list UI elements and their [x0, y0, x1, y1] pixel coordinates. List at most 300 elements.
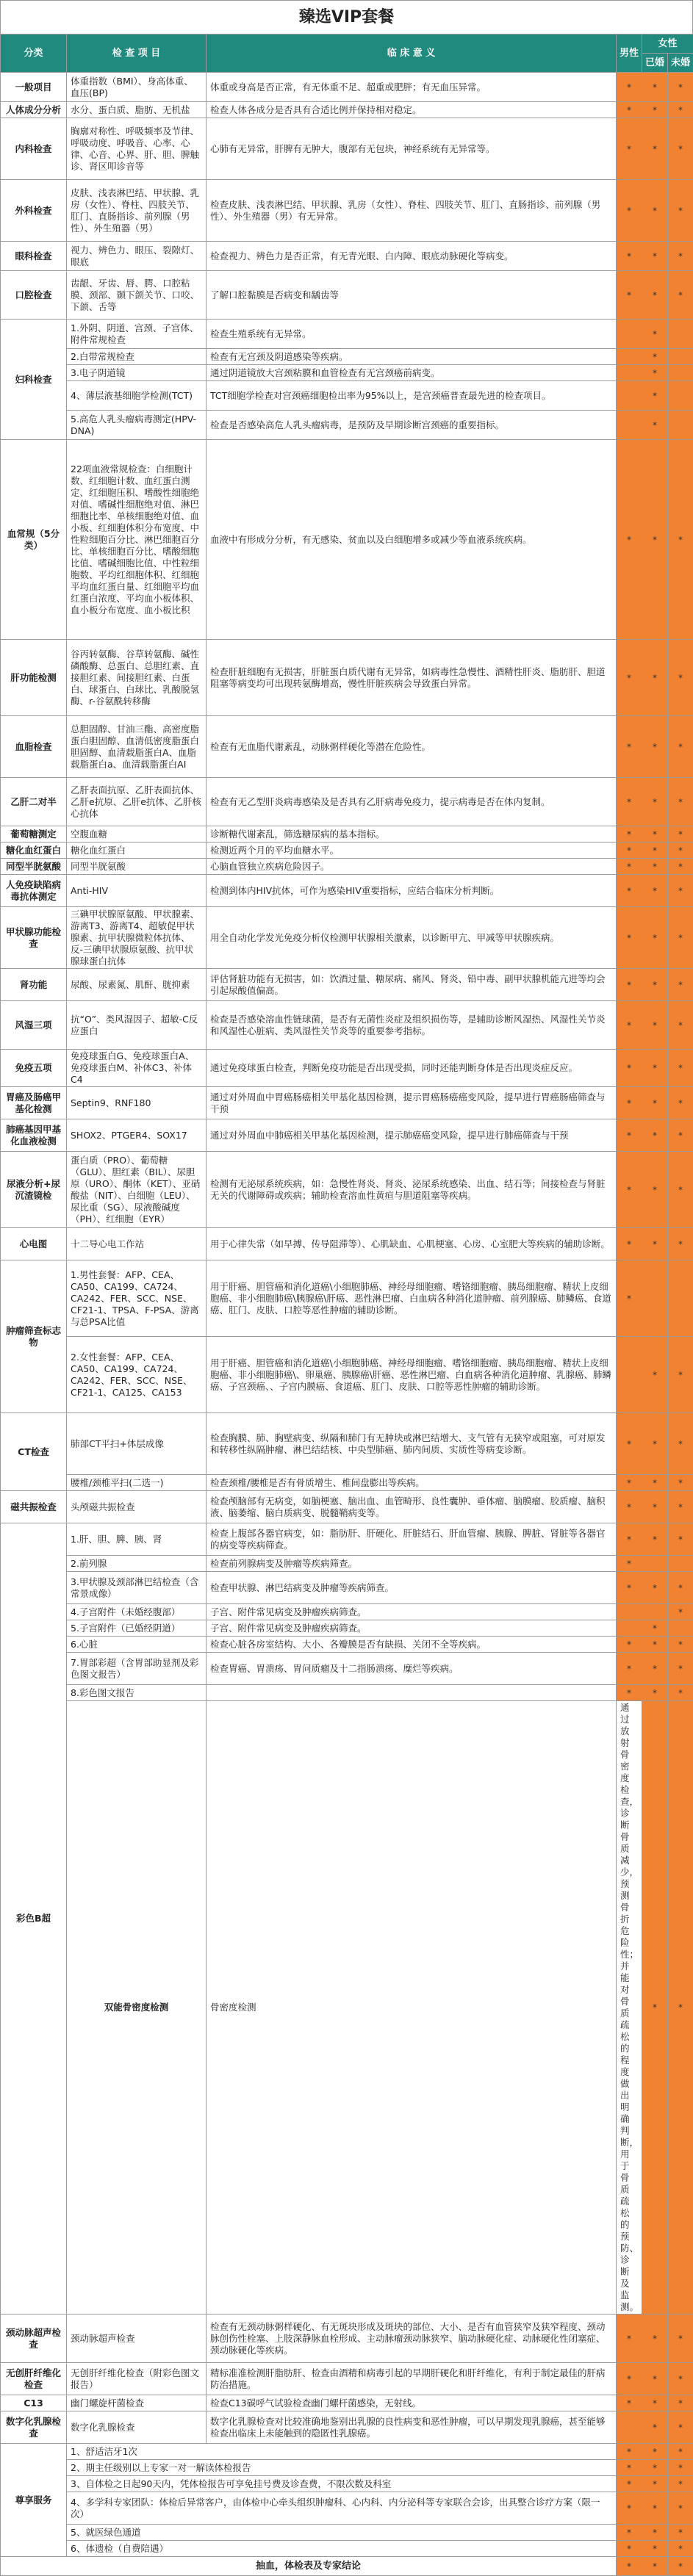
mark-unmarried: * — [668, 2363, 693, 2395]
meaning-cell: 检查有无颈动脉粥样硬化、有无斑块形成及斑块的部位、大小、是否有血管狭窄及狭窄程度、颈动脉创伤性栓塞、上肢深静脉血栓形成、主动脉瘤颈动脉狭窄、脑动脉硬化症、动脉硬化性闭塞症、颈动脉硬化等疾病。 — [207, 2315, 617, 2363]
table-row — [1, 1228, 693, 1260]
category-cell: 双能骨密度检测 — [67, 1701, 207, 2315]
mark-married: * — [642, 1491, 668, 1523]
mark-male: * — [617, 875, 642, 907]
mark-male — [617, 1337, 642, 1413]
table-row — [1, 1637, 693, 1653]
mark-married: * — [642, 1653, 668, 1685]
item-cell: 十二导心电工作站 — [67, 1228, 207, 1260]
service-item: 6、体遗检（自费陪遇） — [67, 2541, 617, 2557]
mark-married: * — [642, 907, 668, 969]
mark-male: * — [617, 2557, 642, 2576]
table-row — [1, 826, 693, 843]
category-cell: 肿瘤筛查标志物 — [1, 1260, 67, 1413]
mark-male: * — [617, 102, 642, 118]
mark-male: * — [617, 640, 642, 716]
meaning-cell: 通过阴道镜放大宫颈粘膜和血管检查有无宫颈癌前病变。 — [207, 365, 617, 381]
meaning-cell: 检查人体各成分是否具有合适比例并保持相对稳定。 — [207, 102, 617, 118]
item-cell: 2.白带常规检查 — [67, 349, 207, 365]
table-row — [1, 349, 693, 365]
mark-unmarried: * — [668, 2411, 693, 2444]
mark-married: * — [642, 2541, 668, 2557]
mark-male: * — [617, 1475, 642, 1491]
table-row — [1, 907, 693, 969]
table-row — [1, 1523, 693, 1556]
mark-married: * — [642, 2476, 668, 2492]
meaning-cell: 用于心律失常（如早搏、传导阻滞等）、心肌缺血、心肌梗塞、心房、心室肥大等疾病的辅助诊断。 — [207, 1228, 617, 1260]
category-cell: 眼科检查 — [1, 242, 67, 271]
mark-unmarried: * — [668, 1523, 693, 1556]
mark-male — [617, 381, 642, 411]
item-cell: 幽门螺旋杆菌检查 — [67, 2395, 207, 2411]
table-row — [1, 320, 693, 349]
mark-male: * — [617, 1637, 642, 1653]
mark-married: * — [642, 320, 668, 349]
mark-male: * — [617, 1413, 642, 1475]
item-cell: 4.子宫附件（未婚经腹部） — [67, 1604, 207, 1620]
category-cell: 彩色B超 — [1, 1523, 67, 2315]
meaning-cell: 检查颅脑部有无病变，如脑梗塞、脑出血、血管畸形、良性囊肿、垂体瘤、脑膜瘤、胶质瘤、脑积液、脑萎缩、脑白质病变、脱髓鞘病变等。 — [207, 1491, 617, 1523]
table-row — [1, 1119, 693, 1152]
category-cell: 肾功能 — [1, 969, 67, 1001]
mark-unmarried: * — [668, 118, 693, 180]
category-cell: 磁共振检查 — [1, 1491, 67, 1523]
mark-male: * — [617, 2476, 642, 2492]
mark-unmarried: * — [668, 716, 693, 778]
mark-unmarried: * — [668, 640, 693, 716]
table-row — [1, 859, 693, 875]
mark-unmarried: * — [668, 271, 693, 320]
meaning-cell: 检查甲状腺、淋巴结病变及肿瘤等疾病筛查。 — [207, 1572, 617, 1604]
footer-note: 抽血，体检表及专家结论 — [1, 2557, 617, 2576]
mark-unmarried: * — [668, 1087, 693, 1119]
mark-male: * — [617, 1572, 642, 1604]
table-row — [1, 242, 693, 271]
mark-male: * — [617, 1228, 642, 1260]
mark-unmarried: * — [668, 242, 693, 271]
table-row — [1, 440, 693, 640]
item-cell: 颈动脉超声检查 — [67, 2315, 207, 2363]
mark-married: * — [642, 2525, 668, 2541]
mark-married: * — [642, 640, 668, 716]
mark-unmarried: * — [668, 2492, 693, 2525]
mark-male: * — [617, 843, 642, 859]
meaning-cell: 检查视力、辨色力是否正常，有无青光眼、白内障、眼底动脉硬化等病变。 — [207, 242, 617, 271]
mark-unmarried: * — [668, 440, 693, 640]
category-cell: 外科检查 — [1, 180, 67, 242]
table-row — [1, 969, 693, 1001]
item-cell: 2.前列腺 — [67, 1556, 207, 1572]
mark-male — [617, 349, 642, 365]
category-cell: 一般项目 — [1, 73, 67, 102]
table-row — [1, 1152, 693, 1228]
meaning-cell: 血液中有形成分分析，有无感染、贫血以及白细胞增多或减少等血液系统疾病。 — [207, 440, 617, 640]
mark-unmarried: * — [668, 2444, 693, 2460]
meaning-cell: 检查是否感染溶血性链球菌，是否有无菌性炎症及组织损伤等，是辅助诊断风湿热、风湿性关节炎和风湿性心脏病、类风湿性关节炎等的重要参考指标。 — [207, 1001, 617, 1050]
mark-unmarried: * — [668, 1637, 693, 1653]
mark-married: * — [642, 242, 668, 271]
mark-married: * — [642, 1228, 668, 1260]
mark-male — [617, 1604, 642, 1620]
table-row — [1, 271, 693, 320]
mark-male: * — [617, 778, 642, 826]
service-row — [1, 2492, 693, 2525]
category-cell: C13 — [1, 2395, 67, 2411]
mark-unmarried: * — [668, 73, 693, 102]
item-cell: 免疫球蛋白G、免疫球蛋白A、免疫球蛋白M、补体C3、补体C4 — [67, 1050, 207, 1087]
meaning-cell: TCT细胞学检查对宫颈癌细胞检出率为95%以上，是宫颈癌普查最先进的检查项目。 — [207, 381, 617, 411]
category-cell: 人免疫缺陷病毒抗体测定 — [1, 875, 67, 907]
mark-male: * — [617, 1260, 642, 1337]
mark-male: * — [617, 716, 642, 778]
meaning-cell: 检查C13碳呼气试验检查幽门螺杆菌感染，无射线。 — [207, 2395, 617, 2411]
meaning-cell: 检查有无血脂代谢紊乱，动脉粥样硬化等潜在危险性。 — [207, 716, 617, 778]
mark-married: * — [642, 2411, 668, 2444]
table-row — [1, 1572, 693, 1604]
table-row — [1, 73, 693, 102]
item-cell: 体重指数（BMI）、身高体重、血压(BP) — [67, 73, 207, 102]
category-cell: 内科检查 — [1, 118, 67, 180]
category-cell: 肺癌基因甲基化血液检测 — [1, 1119, 67, 1152]
mark-married: * — [642, 1413, 668, 1475]
table-row — [1, 1604, 693, 1620]
mark-married: * — [642, 2315, 668, 2363]
table-row — [1, 381, 693, 411]
mark-married: * — [642, 2363, 668, 2395]
item-cell: 齿龈、牙齿、唇、腭、口腔粘膜、颈部、颞下颌关节、口咬、下颌、舌等 — [67, 271, 207, 320]
category-cell: 胃癌及肠癌甲基化检测 — [1, 1087, 67, 1119]
mark-unmarried: * — [668, 1119, 693, 1152]
mark-unmarried: * — [668, 2525, 693, 2541]
mark-unmarried: * — [668, 826, 693, 843]
meaning-cell: 子宫、附件常见病变及肿瘤疾病筛查。 — [207, 1620, 617, 1637]
item-cell: 三碘甲状腺原氨酸、甲状腺素、游离T3、游离T4、超敏促甲状腺素、抗甲状腺微粒体抗体、反-三碘甲状腺原氨酸、抗甲状腺球蛋白抗体 — [67, 907, 207, 969]
mark-male: * — [617, 1685, 642, 1701]
mark-unmarried — [668, 320, 693, 349]
table-row — [1, 640, 693, 716]
meaning-cell: 用于肝癌、胆管癌和消化道癌\小细胞肺癌、神经母细胞瘤、嗜铬细胞瘤、胰岛细胞瘤、精状上皮细胞癌、非小细胞肺癌\、卵巢癌、胰腺癌\肝癌、恶性淋巴瘤、白血病各种消化道肿瘤、乳腺癌、肺鳞癌、子宫颈癌、、子宫内膜癌、食道癌、肛门、皮肤、口腔等恶性肿瘤的辅助诊断。 — [207, 1337, 617, 1413]
mark-unmarried — [668, 365, 693, 381]
mark-male: * — [617, 1050, 642, 1087]
category-cell: 糖化血红蛋白 — [1, 843, 67, 859]
mark-married: * — [642, 716, 668, 778]
mark-male: * — [617, 1087, 642, 1119]
table-row — [1, 1087, 693, 1119]
header-meaning: 临 床 意 义 — [207, 35, 617, 73]
mark-married: * — [642, 2557, 668, 2576]
item-cell: 无创肝纤维化检查（附彩色图文报告） — [67, 2363, 207, 2395]
table-row — [1, 1001, 693, 1050]
meaning-cell: 通过免疫球蛋白检查，判断免疫功能是否出现受损，同时还能判断身体是否出现炎症反应。 — [207, 1050, 617, 1087]
mark-unmarried — [668, 1260, 693, 1337]
mark-male: * — [617, 1152, 642, 1228]
item-cell: 3.甲状腺及颈部淋巴结检查（含常景成像） — [67, 1572, 207, 1604]
mark-male: * — [617, 271, 642, 320]
category-cell: 数字化乳腺检查 — [1, 2411, 67, 2444]
mark-unmarried: * — [668, 1337, 693, 1413]
mark-unmarried: * — [668, 2476, 693, 2492]
table-row — [1, 102, 693, 118]
category-cell: 肝功能检测 — [1, 640, 67, 716]
item-cell: 3.电子阴道镜 — [67, 365, 207, 381]
category-cell: 人体成分分析 — [1, 102, 67, 118]
table-row — [1, 1050, 693, 1087]
mark-unmarried: * — [668, 2557, 693, 2576]
meaning-cell: 检查胃癌、胃溃疡、胃问质瘤及十二指肠溃疡、糜烂等疾病。 — [207, 1653, 617, 1685]
table-row — [1, 778, 693, 826]
item-cell: 尿酸、尿素氮、肌酐、胱抑素 — [67, 969, 207, 1001]
item-cell: 1.外阴、阴道、宫颈、子宫体、附件常规检查 — [67, 320, 207, 349]
header-married: 已婚 — [642, 54, 668, 73]
mark-male: * — [617, 440, 642, 640]
table-row — [1, 1701, 693, 2315]
mark-married: * — [642, 102, 668, 118]
item-cell: 5.子宫附件（已婚经阴道） — [67, 1620, 207, 1637]
item-cell: 水分、蛋白质、脂肪、无机盐 — [67, 102, 207, 118]
mark-male: * — [617, 1491, 642, 1523]
item-cell: 2.女性套餐：AFP、CEA、CA50、CA199、CA724、CA242、FER、SCC、NSE、CF21-1、CA125、CA153 — [67, 1337, 207, 1413]
mark-unmarried: * — [668, 1491, 693, 1523]
item-cell: SHOX2、PTGER4、SOX17 — [67, 1119, 207, 1152]
item-cell: 1.男性套餐：AFP、CEA、CA50、CA199、CA724、CA242、FER、SCC、NSE、CF21-1、TPSA、F-PSA、游离与总PSA比值 — [67, 1260, 207, 1337]
mark-unmarried: * — [668, 1685, 693, 1701]
mark-unmarried: * — [668, 1413, 693, 1475]
mark-married: * — [642, 1523, 668, 1556]
item-cell: 数字化乳腺检查 — [67, 2411, 207, 2444]
meaning-cell: 体重或身高是否正常，有无体重不足、超重或肥胖；有无血压异常。 — [207, 73, 617, 102]
meaning-cell: 用全自动化学发光免疫分析仪检测甲状腺相关激素，以诊断甲亢、甲减等甲状腺疾病。 — [207, 907, 617, 969]
mark-married: * — [642, 1152, 668, 1228]
service-item: 4、多学科专家团队：体检后异常客户，由体检中心牵头组织肿瘤科、心内科、内分泌科等专家联合会诊，出具整合诊疗方案（限一次） — [67, 2492, 617, 2525]
meaning-cell: 诊断糖代谢紊乱，筛选糖尿病的基本指标。 — [207, 826, 617, 843]
item-cell: 6.心脏 — [67, 1637, 207, 1653]
item-cell: 胸廓对称性、呼吸频率及节律、呼吸动度、呼吸音、心率、心律、心音、心界、肝、胆、脾触诊、肾区叩诊音等 — [67, 118, 207, 180]
meaning-cell: 检查有无宫颈及阴道感染等疾病。 — [207, 349, 617, 365]
mark-male: * — [617, 2525, 642, 2541]
mark-unmarried: * — [668, 875, 693, 907]
mark-unmarried: * — [668, 180, 693, 242]
header-male: 男性 — [617, 35, 642, 73]
mark-male: * — [617, 1119, 642, 1152]
mark-married: * — [642, 271, 668, 320]
category-cell: 颈动脉超声检查 — [1, 2315, 67, 2363]
meaning-cell — [207, 1685, 617, 1701]
meaning-cell: 了解口腔黏膜是否病变和龋齿等 — [207, 271, 617, 320]
meaning-cell: 检查前列腺病变及肿瘤等疾病筛查。 — [207, 1556, 617, 1572]
mark-married: * — [642, 1685, 668, 1701]
table-row — [1, 1556, 693, 1572]
meaning-cell: 检查有无乙型肝炎病毒感染及是否具有乙肝病毒免疫力，提示病毒是否在体内复制。 — [207, 778, 617, 826]
mark-unmarried: * — [668, 102, 693, 118]
category-cell: 免疫五项 — [1, 1050, 67, 1087]
table-row — [1, 1685, 693, 1701]
service-row — [1, 2541, 693, 2557]
header-female: 女性 — [642, 35, 693, 54]
category-cell: 风湿三项 — [1, 1001, 67, 1050]
mark-married: * — [642, 969, 668, 1001]
mark-married: * — [642, 411, 668, 440]
mark-married: * — [642, 1572, 668, 1604]
mark-married: * — [642, 843, 668, 859]
category-cell: 血常规（5分类） — [1, 440, 67, 640]
mark-married: * — [642, 875, 668, 907]
mark-married: * — [642, 73, 668, 102]
item-cell: 同型半胱氨酸 — [67, 859, 207, 875]
category-cell: CT检查 — [1, 1413, 67, 1491]
table-row — [1, 1413, 693, 1475]
mark-married: * — [642, 440, 668, 640]
table-row — [1, 2363, 693, 2395]
item-cell: 乙肝表面抗原、乙肝表面抗体、乙肝e抗原、乙肝e抗体、乙肝核心抗体 — [67, 778, 207, 826]
item-cell: 糖化血红蛋白 — [67, 843, 207, 859]
meaning-cell: 检查胸膜、肺、胸壁病变、纵隔和肺门有无肿块或淋巴结增大、支气管有无狭窄或阻塞，可对原发和转移性纵隔肿瘤、淋巴结结核、中央型肺癌、肺内间质、实质性等病变诊断。 — [207, 1413, 617, 1475]
mark-unmarried: * — [668, 1475, 693, 1491]
mark-male: * — [617, 859, 642, 875]
meaning-cell: 检查上腹部各器官病变，如：脂肪肝、肝硬化、肝脏结石、肝血管瘤、胰腺、脾脏、肾脏等各器官的病变等疾病筛查。 — [207, 1523, 617, 1556]
mark-male: * — [617, 1556, 642, 1572]
mark-married: * — [642, 2444, 668, 2460]
meaning-cell: 心肺有无异常，肝脾有无肿大，腹部有无包块，神经系统有无异常等。 — [207, 118, 617, 180]
mark-male — [617, 411, 642, 440]
mark-married: * — [642, 1475, 668, 1491]
meaning-cell: 用于肝癌、胆管癌和消化道癌\小细胞肺癌、神经母细胞瘤、嗜铬细胞瘤、胰岛细胞瘤、精状上皮细胞癌、非小细胞肺癌\胰腺癌\肝癌、恶性淋巴瘤、白血病各种消化道肿瘤、前列腺癌、肺鳞癌、食道癌、肛门、皮肤、口腔等恶性肿瘤的辅助诊断。 — [207, 1260, 617, 1337]
mark-unmarried: * — [668, 1228, 693, 1260]
mark-married: * — [642, 1001, 668, 1050]
table-row — [1, 365, 693, 381]
mark-male: * — [617, 826, 642, 843]
item-cell: 腰椎/颈椎平扫(二选一) — [67, 1475, 207, 1491]
mark-married: * — [642, 778, 668, 826]
service-row — [1, 2476, 693, 2492]
header-category: 分类 — [1, 35, 67, 73]
meaning-cell: 通过对外周血中胃癌肠癌相关甲基化基因检测，提示胃癌肠癌癌变风险，提早进行胃癌肠癌筛查与干预 — [207, 1087, 617, 1119]
table-row — [1, 2411, 693, 2444]
mark-unmarried — [668, 381, 693, 411]
mark-married — [642, 1260, 668, 1337]
meaning-cell: 检查生殖系统有无异常。 — [207, 320, 617, 349]
mark-married: * — [642, 826, 668, 843]
table-row — [1, 1260, 693, 1337]
mark-married: * — [668, 1701, 693, 2315]
mark-male: * — [617, 1523, 642, 1556]
table-row — [1, 1337, 693, 1413]
mark-male: * — [617, 2395, 642, 2411]
mark-male: * — [617, 1001, 642, 1050]
mark-male: * — [617, 2492, 642, 2525]
mark-male: * — [617, 2315, 642, 2363]
mark-unmarried: * — [668, 969, 693, 1001]
meaning-cell: 检测有无泌尿系统疾病，如：急慢性肾炎、肾炎、泌尿系统感染、出血、结石等；间接检查与肾脏无关的代谢障碍或疾病；辅助检查溶血性黄疸与胆道阻塞等疾病。 — [207, 1152, 617, 1228]
meaning-cell: 数字化乳腺检查对比较准确地鉴别出乳腺的良性病变和恶性肿瘤，可以早期发现乳腺癌，甚至能够检查出临床上未能触到的隐匿性乳腺癌。 — [207, 2411, 617, 2444]
mark-unmarried: * — [668, 2541, 693, 2557]
category-cell: 心电图 — [1, 1228, 67, 1260]
service-item: 5、就医绿色通道 — [67, 2525, 617, 2541]
meaning-cell: 检查心脏各房室结构、大小、各瓣膜是否有缺损、关闭不全等疾病。 — [207, 1637, 617, 1653]
mark-unmarried — [668, 411, 693, 440]
table-row — [1, 2315, 693, 2363]
meaning-cell: 检测近两个月的平均血糖水平。 — [207, 843, 617, 859]
category-cell: 同型半胱氨酸 — [1, 859, 67, 875]
mark-male: * — [617, 2460, 642, 2476]
mark-married: * — [642, 1050, 668, 1087]
mark-married: * — [642, 1620, 668, 1637]
meaning-cell: 检查颈椎/腰椎是否有骨质增生、椎间盘膨出等疾病。 — [207, 1475, 617, 1491]
category-cell: 乙肝二对半 — [1, 778, 67, 826]
header-unmarried: 未婚 — [668, 54, 693, 73]
mark-unmarried: * — [668, 907, 693, 969]
mark-male: * — [617, 1653, 642, 1685]
table-row — [1, 1653, 693, 1685]
category-cell: 无创肝纤维化检查 — [1, 2363, 67, 2395]
mark-married: * — [642, 2460, 668, 2476]
mark-unmarried: * — [668, 1653, 693, 1685]
meaning-cell: 通过对外周血中肺癌相关甲基化基因检测，提示肺癌癌变风险，提早进行肺癌筛查与干预 — [207, 1119, 617, 1152]
table-row — [1, 1491, 693, 1523]
meaning-cell: 通过放射骨密度检查，诊断骨质减少，预测骨折危险性；并能对骨质疏松的程度做出明确判断，用于骨质疏松的预防、诊断及监测。 — [617, 1701, 642, 2315]
mark-married: * — [642, 118, 668, 180]
mark-male: * — [617, 242, 642, 271]
item-cell: 肺部CT平扫+体层成像 — [67, 1413, 207, 1475]
table-row — [1, 843, 693, 859]
meaning-cell: 心脑血管独立疾病危险因子。 — [207, 859, 617, 875]
mark-unmarried: * — [668, 1604, 693, 1620]
mark-unmarried: * — [668, 2315, 693, 2363]
service-row — [1, 2525, 693, 2541]
mark-male: * — [617, 118, 642, 180]
category-cell: 妇科检查 — [1, 320, 67, 440]
mark-married: * — [642, 1337, 668, 1413]
item-cell: 蛋白质（PRO）、葡萄糖（GLU）、胆红素（BIL）、尿胆原（URO）、酮体（KET）、亚硝酸盐（NIT）、白细胞（LEU）、尿比重（SG）、尿液酸碱度（PH）、红细胞（EYR） — [67, 1152, 207, 1228]
item-cell: 5.高危人乳头瘤病毒测定(HPV-DNA) — [67, 411, 207, 440]
mark-unmarried: * — [668, 1152, 693, 1228]
meaning-cell: 精标准准检测肝脂肪肝、检查由酒精和病毒引起的早期肝硬化和肝纤维化，有利于制定最佳的肝病防治措施。 — [207, 2363, 617, 2395]
table-row — [1, 1620, 693, 1637]
mark-male: * — [617, 2541, 642, 2557]
mark-male: * — [617, 969, 642, 1001]
mark-married: * — [642, 365, 668, 381]
mark-unmarried: * — [668, 1572, 693, 1604]
item-cell: 抗“O”、类风湿因子、超敏-C反应蛋白 — [67, 1001, 207, 1050]
mark-married — [642, 1604, 668, 1620]
item-cell: 视力、辨色力、眼压、裂隙灯、眼底 — [67, 242, 207, 271]
mark-unmarried: * — [668, 1001, 693, 1050]
meaning-cell: 检查皮肤、浅表淋巴结、甲状腺、乳房（女性）、脊柱、四肢关节、肛门、直肠指诊、前列腺（男性）、外生殖器（男）有无异常。 — [207, 180, 617, 242]
footer-row — [1, 2557, 693, 2576]
mark-married: * — [642, 349, 668, 365]
category-cell: 尿液分析+尿沉渣镜检 — [1, 1152, 67, 1228]
mark-unmarried: * — [668, 2395, 693, 2411]
mark-male — [617, 2411, 642, 2444]
mark-married: * — [642, 2492, 668, 2525]
table-row — [1, 1475, 693, 1491]
page-title: 臻选VIP套餐 — [0, 0, 693, 34]
meaning-cell: 子宫、附件常见病变及肿瘤疾病筛查。 — [207, 1604, 617, 1620]
mark-married: * — [642, 180, 668, 242]
item-cell: 皮肤、浅表淋巴结、甲状腺、乳房（女性）、脊柱、四肢关节、肛门、直肠指诊、前列腺（男性）、外生殖器（男） — [67, 180, 207, 242]
mark-male: * — [617, 73, 642, 102]
service-row — [1, 2444, 693, 2460]
mark-married: * — [642, 1119, 668, 1152]
meaning-cell: 评估肾脏功能有无损害，如：饮酒过量、糖尿病、痛风、肾炎、铅中毒、副甲状腺机能亢进等均会引起尿酸值偏高。 — [207, 969, 617, 1001]
checkup-table — [0, 34, 693, 2576]
mark-unmarried: * — [668, 1050, 693, 1087]
mark-married: * — [642, 381, 668, 411]
mark-unmarried: * — [668, 778, 693, 826]
mark-male: * — [617, 907, 642, 969]
item-cell: 总胆固醇、甘油三酯、高密度脂蛋白胆固醇、血清低密度脂蛋白胆固醇、血清载脂蛋白A、血脂载脂蛋白a、血清载脂蛋白AI — [67, 716, 207, 778]
mark-male — [617, 365, 642, 381]
mark-married: * — [642, 859, 668, 875]
